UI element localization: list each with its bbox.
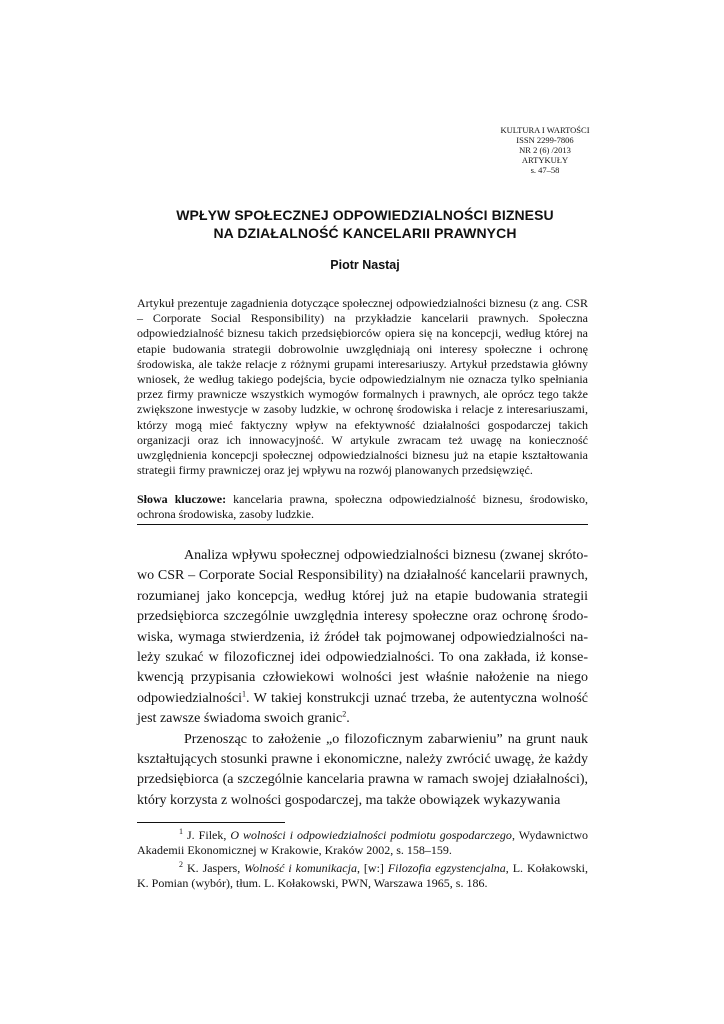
keywords-label: Słowa kluczowe: xyxy=(137,492,227,506)
paragraph-2: Przenosząc to założenie „o filozoficznym zabarwieniu” na grunt nauk kształtujących stosunki prawne i ekonomiczne, należy zwrócić uwagę, że każdy przedsiębiorca (a szczególnie kancelaria prawna w ramach swojej działalności), który korzysta z wolności gospodarczej, ma także obowiązek wykazywania xyxy=(137,731,588,808)
issn: ISSN 2299-7806 xyxy=(516,135,574,145)
footnote-1-number: 1 xyxy=(179,827,183,836)
footnote-1 xyxy=(137,828,588,859)
page-range: s. 47–58 xyxy=(530,165,560,175)
footnote-2 xyxy=(137,861,588,892)
footnote-1-author: J. Filek, xyxy=(183,828,231,842)
article-title xyxy=(100,206,630,242)
footnote-2-publisher: , L. Kołakowski, K. Pomian (wybór), tłum. L. Kołakowski, PWN, Warszawa 1965, s. 186. xyxy=(137,860,589,890)
keywords-text: kancelaria prawna, społeczna odpowiedzialność biznesu, środowisko, ochrona środowiska, zasoby ludzkie. xyxy=(137,492,588,522)
footnote-2-collection-title: Filozofia egzystencjalna xyxy=(387,860,506,875)
footnote-ref-2[interactable]: 2 xyxy=(342,709,347,719)
journal-name: KULTURA I WARTOŚCI xyxy=(500,125,590,135)
section-name: ARTYKUŁY xyxy=(521,155,569,165)
footnote-2-in: , [w:] xyxy=(356,860,388,875)
footnotes xyxy=(137,828,588,891)
paragraph-1 xyxy=(137,546,588,730)
paragraph-1-part-c: . xyxy=(346,711,350,727)
footnote-ref-1[interactable]: 1 xyxy=(241,689,246,699)
footnote-separator xyxy=(137,822,285,823)
paragraph-1-part-a: Analiza wpływu społecznej odpowiedzialności biznesu (zwanej skrótowo CSR – Corporate Social Responsibility) na działalność kancelarii prawnych, rozumianej jako koncepcja, według której już na etapie budowania strategii przedsiębiorca szczególnie uwzględnia interesy społeczne oraz ochronę środowiska, wymaga stwierdzenia, iż źródeł tak pojmowanej odpowiedzialności należy szukać w filozoficznej idei odpowiedzialności. To ona zakłada, iż konsekwencją przypisania człowiekowi wolności jest właśnie nałożenie na niego odpowiedzialności xyxy=(137,548,588,706)
issue-number: NR 2 (6) /2013 xyxy=(519,145,571,155)
footnote-2-author: K. Jaspers, xyxy=(183,860,245,875)
footnote-1-publisher: , Wydawnictwo Akademii Ekonomicznej w Krakowie, Kraków 2002, s. 158–159. xyxy=(137,828,588,858)
title-line-2: NA DZIAŁALNOŚĆ KANCELARII PRAWNYCH xyxy=(213,225,517,241)
author-name: Piotr Nastaj xyxy=(330,258,400,272)
abstract: Artykuł prezentuje zagadnienia dotyczące społecznej odpowiedzialności biznesu (z ang. CSR – Corporate Social Responsibility) na przykładzie kancelarii prawnych. Społeczna odpowiedzialność biznesu takich przedsiębiorców opiera się na koncepcji, według której na etapie budowania strategii dobrowolnie uwzględniają oni interesy społeczne i ochronę środowiska, ale także relacje z różnymi grupami interesariuszy. Artykuł przedstawia główny wniosek, że według takiego podejścia, bycie odpowiedzialnym nie oznacza tylko spełniania przez firmy prawnicze wszystkich wymogów formalnych i prawnych, ale oprócz tego także zwiększone inwestycje w zasoby ludzkie, w ochronę środowiska i relacje z interesariuszami, którzy mogą mieć faktyczny wpływ na efektywność działalności gospodarczej takich organizacji oraz ich innowacyjność. W artykule zwracam też uwagę na konieczność uwzględnienia koncepcji społecznej odpowiedzialności biznesu już na etapie kształtowania strategii firmy prawniczej oraz jej wpływu na rozwój planowanych przedsięwzięć. xyxy=(137,296,588,478)
journal-masthead xyxy=(470,125,620,175)
section-divider xyxy=(137,524,588,525)
keywords xyxy=(137,492,588,522)
footnote-1-title: O wolności i odpowiedzialności podmiotu gospodarczego xyxy=(230,828,512,842)
title-line-1: WPŁYW SPOŁECZNEJ ODPOWIEDZIALNOŚCI BIZNESU xyxy=(176,207,554,223)
main-text xyxy=(137,546,588,811)
footnote-2-number: 2 xyxy=(179,859,183,869)
paragraph-1-part-b: . W takiej konstrukcji uznać trzeba, że autentyczna wolność jest zawsze świadoma swoich granic xyxy=(137,690,588,727)
footnote-2-title: Wolność i komunikacja xyxy=(244,860,357,875)
